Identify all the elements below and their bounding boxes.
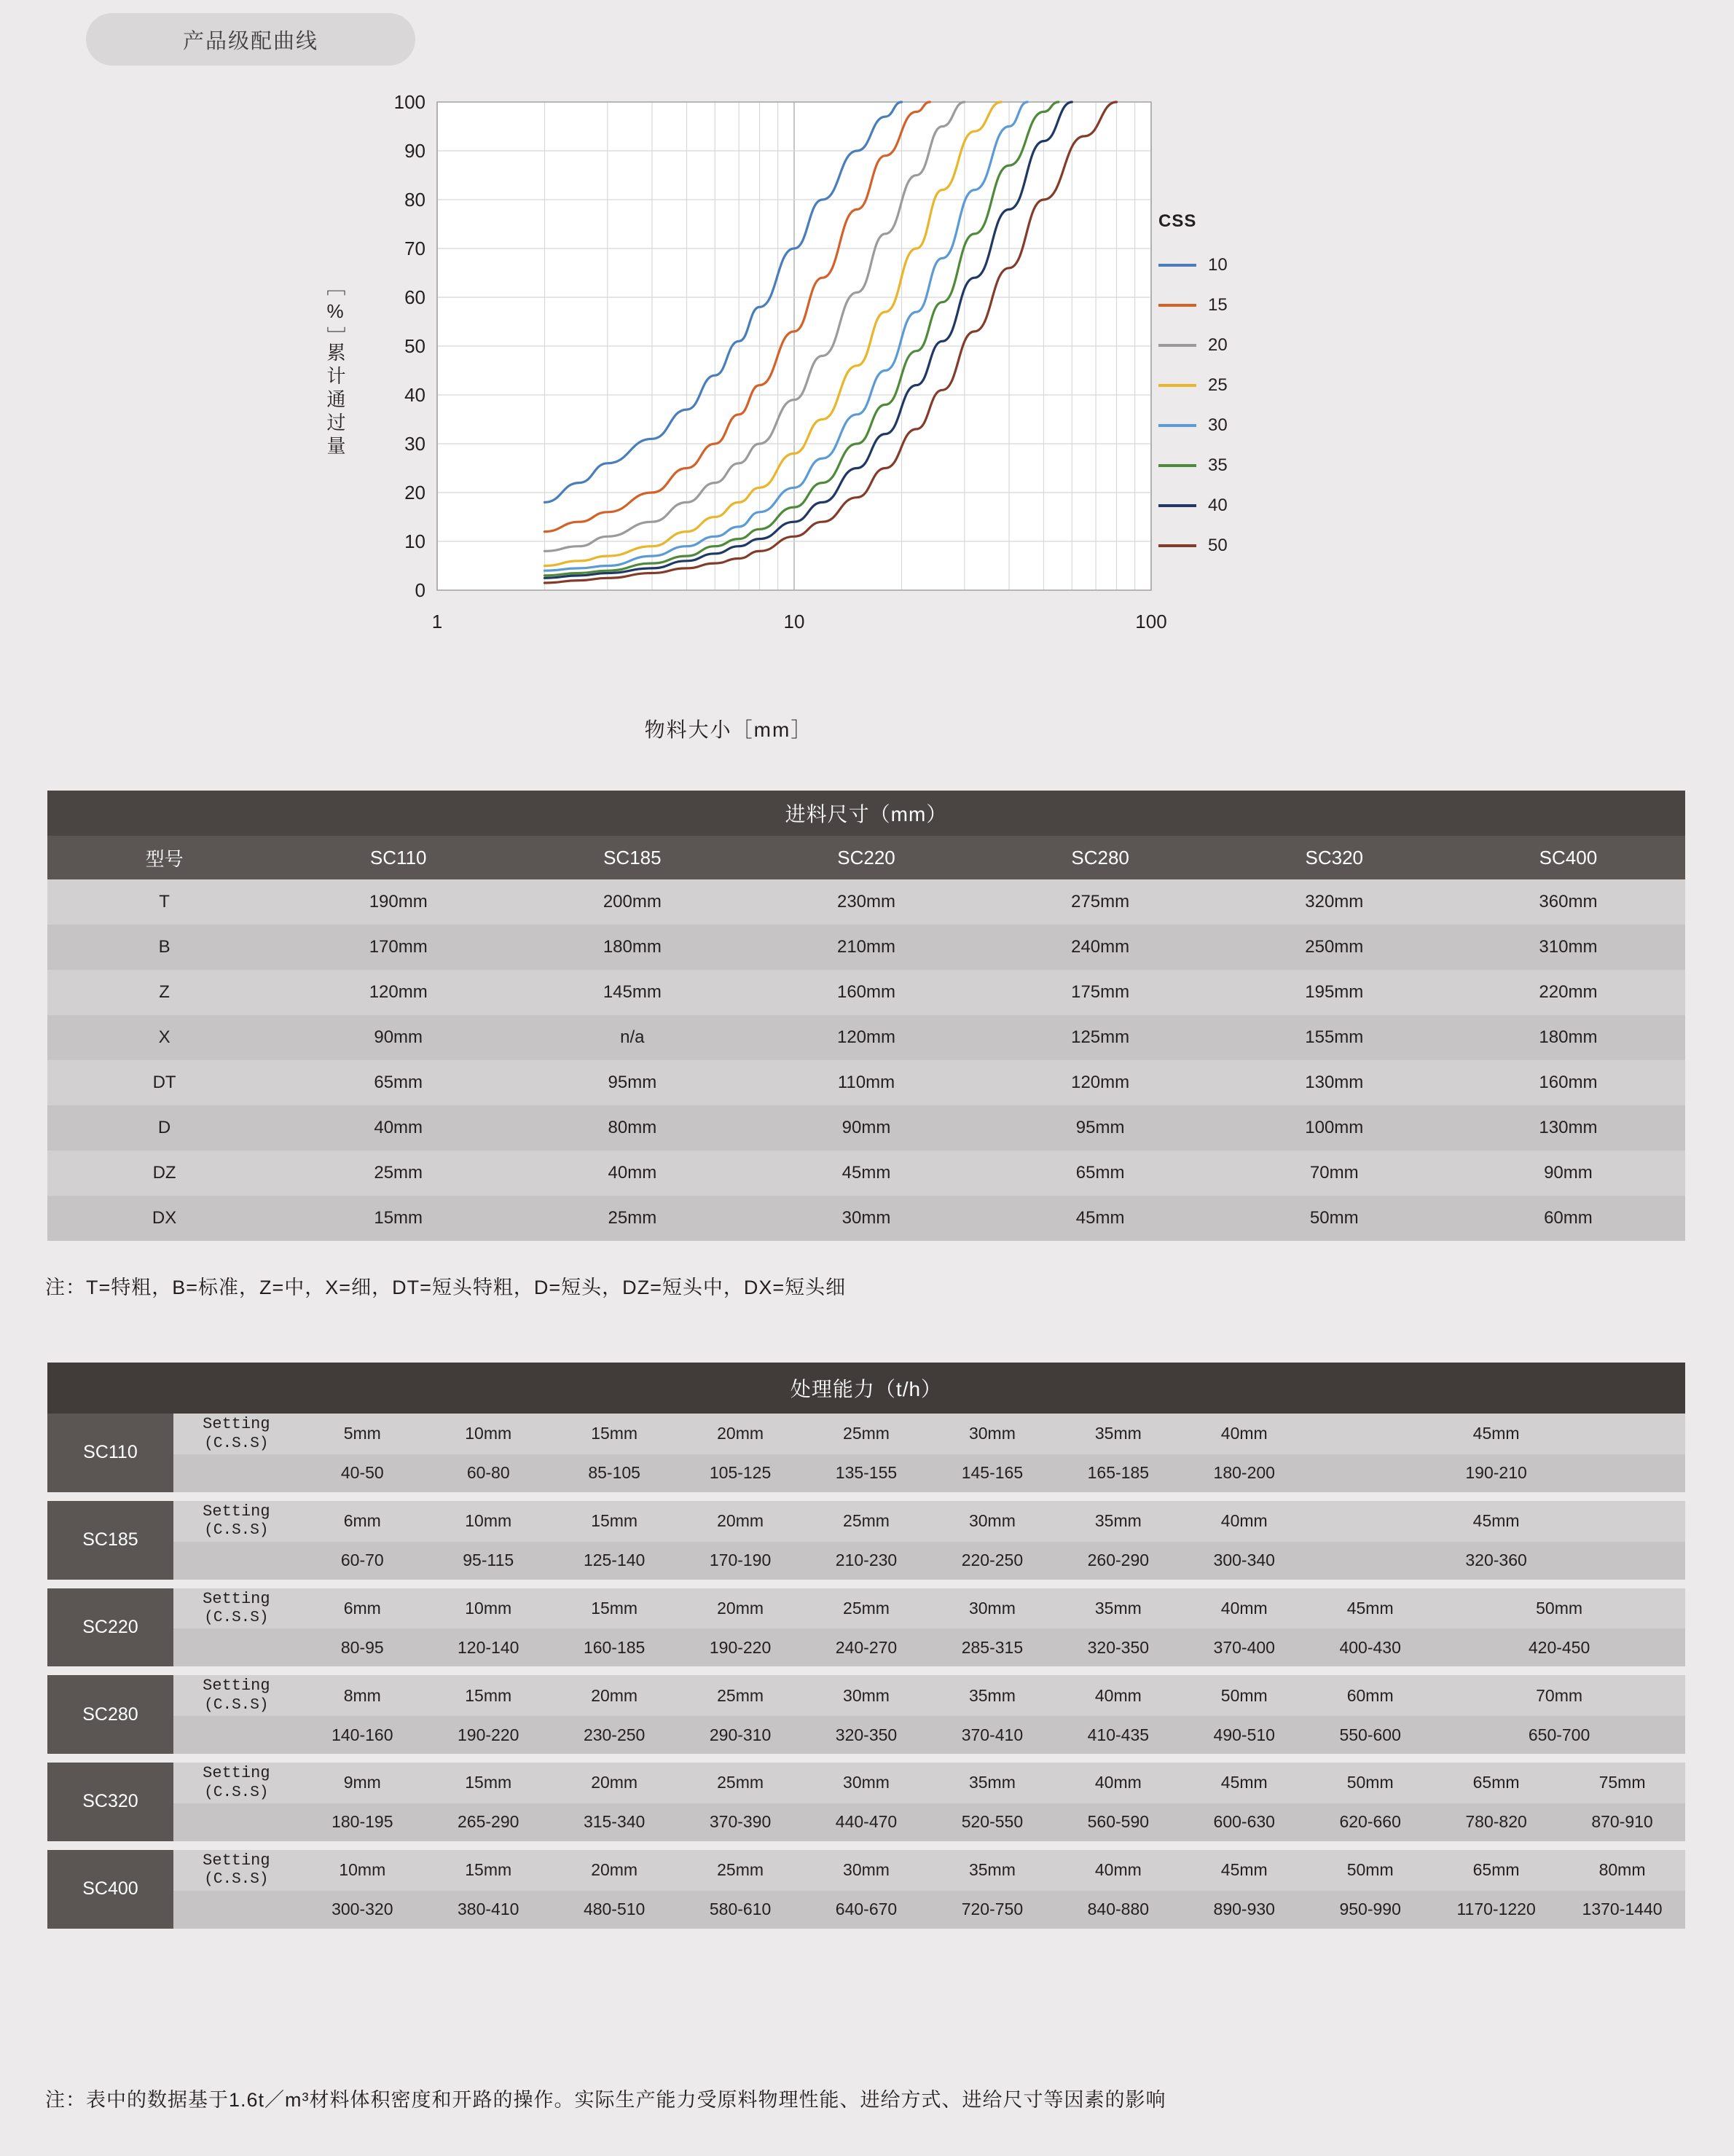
capacity-throughput-value: 420-450 (1433, 1628, 1685, 1666)
feed-cell: 175mm (984, 970, 1217, 1015)
capacity-throughput-value: 80-95 (299, 1628, 425, 1666)
capacity-blank-cell (173, 1716, 299, 1754)
feed-table-note: 注：T=特粗，B=标准，Z=中，X=细，DT=短头特粗，D=短头，DZ=短头中，DX=短头细 (45, 1277, 847, 1298)
chart-y-label: 累计通过量 (324, 342, 346, 459)
feed-size-table (47, 791, 1685, 1241)
feed-cell: 40mm (281, 1105, 515, 1150)
table-row (47, 970, 1685, 1015)
legend-swatch-icon (1158, 504, 1196, 507)
feed-row-label: B (47, 925, 281, 970)
capacity-setting-value: 65mm (1433, 1850, 1559, 1891)
capacity-throughput-value: 315-340 (552, 1803, 678, 1841)
capacity-setting-value: 10mm (299, 1850, 425, 1891)
svg-text:1: 1 (431, 611, 443, 632)
capacity-setting-value: 10mm (425, 1588, 552, 1629)
feed-cell: n/a (515, 1015, 749, 1060)
feed-cell: 95mm (984, 1105, 1217, 1150)
capacity-setting-value: 20mm (678, 1414, 804, 1454)
capacity-setting-value: 30mm (804, 1850, 930, 1891)
capacity-setting-label: Setting (C.S.S) (173, 1414, 299, 1454)
capacity-throughput-value: 370-410 (929, 1716, 1055, 1754)
capacity-model-SC185: SC185 (47, 1501, 173, 1580)
capacity-table-note: 注：表中的数据基于1.6t／m³材料体积密度和开路的操作。实际生产能力受原料物理性能、进给方式、进给尺寸等因素的影响 (45, 2089, 1166, 2111)
capacity-values-row (47, 1803, 1685, 1841)
capacity-throughput-value: 300-340 (1181, 1542, 1307, 1580)
capacity-throughput-value: 165-185 (1055, 1454, 1181, 1492)
capacity-throughput-value: 190-220 (678, 1628, 804, 1666)
page-title-pill (86, 13, 415, 66)
feed-cell: 190mm (281, 879, 515, 925)
capacity-throughput-value: 320-360 (1307, 1542, 1685, 1580)
capacity-setting-value: 30mm (929, 1501, 1055, 1542)
table-row (47, 1015, 1685, 1060)
feed-cell: 320mm (1217, 879, 1451, 925)
capacity-throughput-value: 520-550 (929, 1803, 1055, 1841)
feed-cell: 310mm (1451, 925, 1685, 970)
feed-row-label: T (47, 879, 281, 925)
feed-header-sc110: SC110 (281, 836, 515, 879)
legend-title: CSS (1158, 211, 1197, 231)
capacity-setting-value: 45mm (1307, 1501, 1685, 1542)
feed-cell: 155mm (1217, 1015, 1451, 1060)
capacity-blank-cell (173, 1542, 299, 1580)
capacity-settings-row (47, 1675, 1685, 1716)
capacity-model-SC400: SC400 (47, 1850, 173, 1929)
capacity-throughput-value: 240-270 (804, 1628, 930, 1666)
capacity-setting-value: 20mm (552, 1763, 678, 1803)
capacity-setting-value: 35mm (1055, 1501, 1181, 1542)
legend-item-25[interactable] (1158, 365, 1304, 405)
feed-cell: 170mm (281, 925, 515, 970)
capacity-setting-value: 30mm (929, 1414, 1055, 1454)
capacity-setting-value: 40mm (1055, 1763, 1181, 1803)
capacity-values-row (47, 1542, 1685, 1580)
capacity-group-divider (47, 1666, 1685, 1675)
legend-swatch-icon (1158, 344, 1196, 347)
table-row (47, 1196, 1685, 1241)
capacity-throughput-value: 890-930 (1181, 1891, 1307, 1929)
capacity-settings-row (47, 1588, 1685, 1629)
capacity-throughput-value: 380-410 (425, 1891, 552, 1929)
feed-cell: 200mm (515, 879, 749, 925)
legend-label: 50 (1208, 535, 1228, 555)
legend-item-35[interactable] (1158, 445, 1304, 485)
legend-item-30[interactable] (1158, 405, 1304, 445)
capacity-setting-value: 25mm (804, 1588, 930, 1629)
feed-cell: 275mm (984, 879, 1217, 925)
feed-header-sc320: SC320 (1217, 836, 1451, 879)
capacity-setting-value: 50mm (1181, 1675, 1307, 1716)
capacity-setting-value: 40mm (1055, 1850, 1181, 1891)
chart-x-label: 物料大小［mm］ (644, 718, 813, 741)
legend-label: 30 (1208, 415, 1228, 435)
legend-label: 20 (1208, 334, 1228, 355)
svg-text:30: 30 (404, 433, 425, 455)
feed-cell: 50mm (1217, 1196, 1451, 1241)
capacity-setting-label: Setting (C.S.S) (173, 1763, 299, 1803)
feed-cell: 120mm (281, 970, 515, 1015)
capacity-throughput-value: 490-510 (1181, 1716, 1307, 1754)
capacity-group-divider (47, 1580, 1685, 1588)
capacity-throughput-value: 180-200 (1181, 1454, 1307, 1492)
feed-header-sc220: SC220 (749, 836, 983, 879)
capacity-setting-value: 50mm (1307, 1763, 1433, 1803)
feed-cell: 40mm (515, 1150, 749, 1196)
capacity-throughput-value: 285-315 (929, 1628, 1055, 1666)
feed-header-sc280: SC280 (984, 836, 1217, 879)
feed-cell: 130mm (1451, 1105, 1685, 1150)
capacity-settings-row (47, 1414, 1685, 1454)
capacity-group-divider (47, 1754, 1685, 1763)
capacity-settings-row (47, 1501, 1685, 1542)
capacity-throughput-value: 400-430 (1307, 1628, 1433, 1666)
capacity-throughput-value: 550-600 (1307, 1716, 1433, 1754)
feed-cell: 25mm (281, 1150, 515, 1196)
capacity-throughput-value: 780-820 (1433, 1803, 1559, 1841)
legend-item-10[interactable] (1158, 245, 1304, 285)
capacity-throughput-value: 180-195 (299, 1803, 425, 1841)
feed-header-sc185: SC185 (515, 836, 749, 879)
capacity-throughput-value: 135-155 (804, 1454, 930, 1492)
product-gradation-chart (313, 80, 1406, 750)
capacity-setting-value: 25mm (678, 1675, 804, 1716)
svg-text:50: 50 (404, 335, 425, 357)
table-row (47, 1105, 1685, 1150)
feed-cell: 120mm (749, 1015, 983, 1060)
feed-row-label: X (47, 1015, 281, 1060)
svg-text:10: 10 (404, 530, 425, 552)
capacity-blank-cell (173, 1891, 299, 1929)
capacity-setting-value: 60mm (1307, 1675, 1433, 1716)
capacity-values-row (47, 1891, 1685, 1929)
capacity-table-band-title: 处理能力（t/h） (790, 1378, 943, 1400)
capacity-throughput-value: 95-115 (425, 1542, 552, 1580)
capacity-setting-value: 25mm (678, 1850, 804, 1891)
feed-cell: 120mm (984, 1060, 1217, 1105)
capacity-throughput-value: 440-470 (804, 1803, 930, 1841)
capacity-throughput-value: 230-250 (552, 1716, 678, 1754)
capacity-setting-label: Setting (C.S.S) (173, 1675, 299, 1716)
feed-cell: 180mm (1451, 1015, 1685, 1060)
capacity-settings-row (47, 1763, 1685, 1803)
capacity-throughput-value: 145-165 (929, 1454, 1055, 1492)
capacity-values-row (47, 1716, 1685, 1754)
feed-header-model: 型号 (47, 836, 281, 879)
capacity-blank-cell (173, 1454, 299, 1492)
capacity-throughput-value: 640-670 (804, 1891, 930, 1929)
legend-swatch-icon (1158, 464, 1196, 467)
capacity-setting-value: 40mm (1181, 1501, 1307, 1542)
capacity-throughput-value: 120-140 (425, 1628, 552, 1666)
svg-text:60: 60 (404, 286, 425, 308)
capacity-table (47, 1363, 1685, 1929)
feed-cell: 30mm (749, 1196, 983, 1241)
capacity-setting-value: 35mm (1055, 1414, 1181, 1454)
table-row (47, 925, 1685, 970)
capacity-setting-value: 45mm (1307, 1588, 1433, 1629)
feed-cell: 15mm (281, 1196, 515, 1241)
capacity-throughput-value: 40-50 (299, 1454, 425, 1492)
legend-item-40[interactable] (1158, 485, 1304, 525)
capacity-setting-value: 8mm (299, 1675, 425, 1716)
feed-cell: 110mm (749, 1060, 983, 1105)
capacity-setting-value: 15mm (425, 1850, 552, 1891)
capacity-blank-cell (173, 1628, 299, 1666)
feed-table-band-title: 进料尺寸（mm） (785, 803, 948, 826)
svg-text:80: 80 (404, 189, 425, 211)
capacity-setting-value: 50mm (1433, 1588, 1685, 1629)
feed-cell: 90mm (281, 1015, 515, 1060)
chart-legend (1158, 211, 1304, 565)
capacity-throughput-value: 300-320 (299, 1891, 425, 1929)
capacity-throughput-value: 125-140 (552, 1542, 678, 1580)
feed-cell: 220mm (1451, 970, 1685, 1015)
capacity-throughput-value: 320-350 (1055, 1628, 1181, 1666)
capacity-setting-value: 30mm (804, 1675, 930, 1716)
table-row (47, 879, 1685, 925)
capacity-setting-value: 9mm (299, 1763, 425, 1803)
capacity-throughput-value: 560-590 (1055, 1803, 1181, 1841)
capacity-model-SC280: SC280 (47, 1675, 173, 1754)
feed-cell: 180mm (515, 925, 749, 970)
svg-text:20: 20 (404, 482, 425, 503)
capacity-values-row (47, 1454, 1685, 1492)
capacity-setting-value: 45mm (1181, 1763, 1307, 1803)
legend-swatch-icon (1158, 304, 1196, 307)
feed-cell: 160mm (749, 970, 983, 1015)
capacity-setting-value: 5mm (299, 1414, 425, 1454)
feed-cell: 360mm (1451, 879, 1685, 925)
capacity-throughput-value: 1370-1440 (1559, 1891, 1685, 1929)
capacity-model-SC220: SC220 (47, 1588, 173, 1667)
legend-swatch-icon (1158, 424, 1196, 427)
capacity-setting-value: 6mm (299, 1501, 425, 1542)
feed-cell: 65mm (984, 1150, 1217, 1196)
svg-text:40: 40 (404, 384, 425, 406)
legend-swatch-icon (1158, 264, 1196, 267)
capacity-setting-value: 15mm (425, 1763, 552, 1803)
feed-cell: 100mm (1217, 1105, 1451, 1150)
capacity-setting-value: 20mm (678, 1588, 804, 1629)
feed-cell: 145mm (515, 970, 749, 1015)
capacity-throughput-value: 950-990 (1307, 1891, 1433, 1929)
feed-cell: 80mm (515, 1105, 749, 1150)
legend-label: 35 (1208, 455, 1228, 475)
capacity-setting-value: 75mm (1559, 1763, 1685, 1803)
capacity-throughput-value: 870-910 (1559, 1803, 1685, 1841)
capacity-group-divider (47, 1841, 1685, 1850)
svg-text:90: 90 (404, 140, 425, 162)
svg-text:100: 100 (1135, 611, 1167, 632)
capacity-setting-value: 80mm (1559, 1850, 1685, 1891)
capacity-setting-value: 30mm (929, 1588, 1055, 1629)
legend-label: 40 (1208, 495, 1228, 515)
capacity-throughput-value: 370-400 (1181, 1628, 1307, 1666)
capacity-setting-value: 35mm (929, 1763, 1055, 1803)
feed-cell: 95mm (515, 1060, 749, 1105)
feed-cell: 90mm (1451, 1150, 1685, 1196)
capacity-settings-row (47, 1850, 1685, 1891)
capacity-setting-value: 70mm (1433, 1675, 1685, 1716)
capacity-setting-value: 40mm (1181, 1414, 1307, 1454)
legend-label: 15 (1208, 294, 1228, 315)
capacity-throughput-value: 580-610 (678, 1891, 804, 1929)
capacity-model-SC320: SC320 (47, 1763, 173, 1841)
feed-cell: 160mm (1451, 1060, 1685, 1105)
capacity-setting-label: Setting (C.S.S) (173, 1588, 299, 1629)
chart-y-unit: ［%］ (324, 277, 346, 350)
legend-item-15[interactable] (1158, 285, 1304, 325)
capacity-throughput-value: 290-310 (678, 1716, 804, 1754)
feed-cell: 90mm (749, 1105, 983, 1150)
capacity-setting-value: 65mm (1433, 1763, 1559, 1803)
capacity-setting-value: 25mm (678, 1763, 804, 1803)
feed-cell: 130mm (1217, 1060, 1451, 1105)
feed-cell: 60mm (1451, 1196, 1685, 1241)
capacity-setting-value: 30mm (804, 1763, 930, 1803)
capacity-throughput-value: 1170-1220 (1433, 1891, 1559, 1929)
capacity-values-row (47, 1628, 1685, 1666)
feed-row-label: DX (47, 1196, 281, 1241)
capacity-setting-value: 35mm (929, 1850, 1055, 1891)
capacity-throughput-value: 320-350 (804, 1716, 930, 1754)
capacity-setting-value: 25mm (804, 1501, 930, 1542)
capacity-group-divider (47, 1492, 1685, 1501)
capacity-throughput-value: 190-220 (425, 1716, 552, 1754)
capacity-throughput-value: 60-80 (425, 1454, 552, 1492)
capacity-setting-label: Setting (C.S.S) (173, 1501, 299, 1542)
capacity-throughput-value: 620-660 (1307, 1803, 1433, 1841)
feed-row-label: DT (47, 1060, 281, 1105)
capacity-throughput-value: 220-250 (929, 1542, 1055, 1580)
table-row (47, 1150, 1685, 1196)
capacity-throughput-value: 840-880 (1055, 1891, 1181, 1929)
capacity-setting-value: 50mm (1307, 1850, 1433, 1891)
feed-cell: 45mm (984, 1196, 1217, 1241)
capacity-setting-value: 15mm (552, 1501, 678, 1542)
feed-cell: 240mm (984, 925, 1217, 970)
feed-cell: 230mm (749, 879, 983, 925)
capacity-throughput-value: 105-125 (678, 1454, 804, 1492)
capacity-throughput-value: 650-700 (1433, 1716, 1685, 1754)
capacity-setting-value: 25mm (804, 1414, 930, 1454)
chart-plot-area (357, 80, 1195, 707)
capacity-throughput-value: 190-210 (1307, 1454, 1685, 1492)
capacity-throughput-value: 160-185 (552, 1628, 678, 1666)
capacity-setting-value: 20mm (552, 1850, 678, 1891)
svg-text:70: 70 (404, 238, 425, 259)
capacity-setting-value: 10mm (425, 1501, 552, 1542)
capacity-setting-value: 20mm (552, 1675, 678, 1716)
capacity-throughput-value: 85-105 (552, 1454, 678, 1492)
feed-cell: 250mm (1217, 925, 1451, 970)
legend-item-50[interactable] (1158, 525, 1304, 565)
capacity-setting-value: 40mm (1055, 1675, 1181, 1716)
svg-text:0: 0 (415, 579, 425, 601)
feed-cell: 65mm (281, 1060, 515, 1105)
feed-cell: 70mm (1217, 1150, 1451, 1196)
feed-table-header-row (47, 836, 1685, 879)
legend-item-20[interactable] (1158, 325, 1304, 365)
capacity-blank-cell (173, 1803, 299, 1841)
capacity-throughput-value: 260-290 (1055, 1542, 1181, 1580)
capacity-setting-value: 40mm (1181, 1588, 1307, 1629)
capacity-throughput-value: 60-70 (299, 1542, 425, 1580)
feed-header-sc400: SC400 (1451, 836, 1685, 879)
feed-row-label: DZ (47, 1150, 281, 1196)
table-row (47, 1060, 1685, 1105)
feed-cell: 25mm (515, 1196, 749, 1241)
legend-swatch-icon (1158, 544, 1196, 547)
capacity-setting-value: 20mm (678, 1501, 804, 1542)
capacity-model-SC110: SC110 (47, 1414, 173, 1492)
capacity-throughput-value: 170-190 (678, 1542, 804, 1580)
feed-cell: 45mm (749, 1150, 983, 1196)
feed-cell: 195mm (1217, 970, 1451, 1015)
capacity-throughput-value: 720-750 (929, 1891, 1055, 1929)
feed-row-label: Z (47, 970, 281, 1015)
capacity-throughput-value: 410-435 (1055, 1716, 1181, 1754)
svg-text:10: 10 (783, 611, 805, 632)
capacity-throughput-value: 480-510 (552, 1891, 678, 1929)
feed-row-label: D (47, 1105, 281, 1150)
legend-label: 10 (1208, 254, 1228, 275)
capacity-setting-label: Setting (C.S.S) (173, 1850, 299, 1891)
capacity-setting-value: 10mm (425, 1414, 552, 1454)
page-title: 产品级配曲线 (182, 29, 318, 53)
svg-text:100: 100 (393, 91, 425, 113)
capacity-throughput-value: 140-160 (299, 1716, 425, 1754)
capacity-setting-value: 15mm (552, 1414, 678, 1454)
legend-swatch-icon (1158, 384, 1196, 387)
legend-label: 25 (1208, 375, 1228, 395)
capacity-setting-value: 15mm (552, 1588, 678, 1629)
capacity-setting-value: 45mm (1307, 1414, 1685, 1454)
capacity-setting-value: 35mm (1055, 1588, 1181, 1629)
capacity-throughput-value: 265-290 (425, 1803, 552, 1841)
feed-cell: 125mm (984, 1015, 1217, 1060)
capacity-throughput-value: 370-390 (678, 1803, 804, 1841)
capacity-throughput-value: 210-230 (804, 1542, 930, 1580)
feed-cell: 210mm (749, 925, 983, 970)
capacity-setting-value: 6mm (299, 1588, 425, 1629)
capacity-setting-value: 35mm (929, 1675, 1055, 1716)
capacity-throughput-value: 600-630 (1181, 1803, 1307, 1841)
capacity-setting-value: 45mm (1181, 1850, 1307, 1891)
capacity-setting-value: 15mm (425, 1675, 552, 1716)
